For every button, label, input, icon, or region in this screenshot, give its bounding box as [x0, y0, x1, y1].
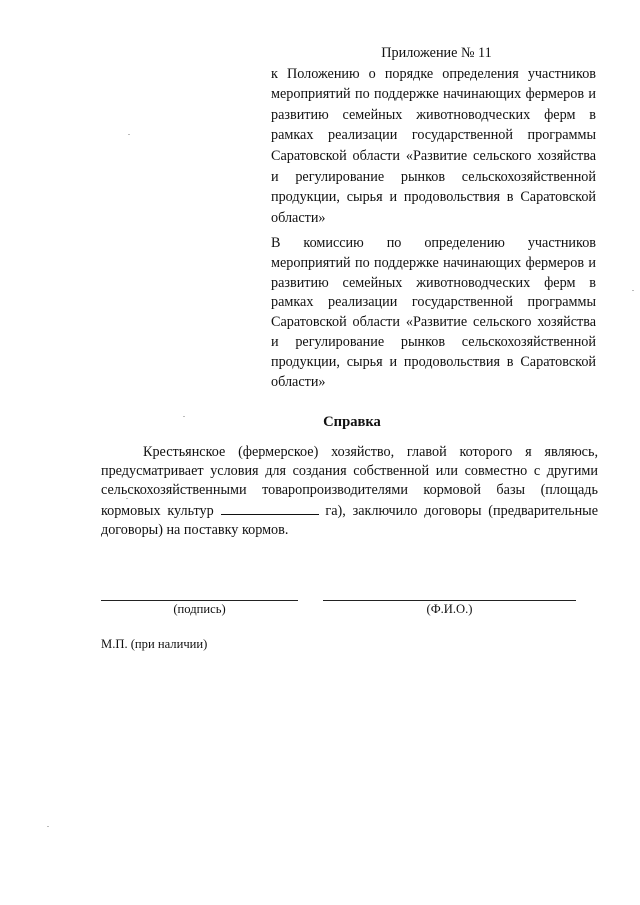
scan-speck: [632, 290, 634, 291]
full-name-caption: (Ф.И.О.): [426, 602, 473, 616]
appendix-title: Приложение № 11: [381, 45, 492, 61]
crop-area-blank-field[interactable]: [221, 501, 319, 515]
scan-speck: [126, 498, 128, 499]
appendix-reference-text: к Положению о порядке определения участников мероприятий по поддержке начинающих фермеров и развитию семейных животноводческих ферм в рамках реализации государственной программы Саратовской области «Развитие сельского хозяйства и регулирование рынков сельскохозяйственной продукции, сырья и продовольствия в Саратовской области»: [271, 65, 596, 226]
appendix-header: [271, 43, 596, 228]
document-body: [101, 443, 598, 540]
document-title: Справка: [323, 414, 381, 430]
body-text-start: Крестьянское (фермерское) хозяйство, главой которого я являюсь, предусматривает условия для создания собственной или совместно с другими сельскохозяйственными товаропроизводителями кормовой базы (площадь кормовых культур: [101, 444, 598, 519]
signature-caption: (подпись): [173, 602, 226, 616]
stamp-label: М.П. (при наличии): [101, 637, 208, 651]
body-text-end: га), заключило договоры (предварительные договоры) на поставку кормов.: [101, 502, 599, 538]
scan-speck: [47, 826, 49, 827]
addressee-block: В комиссию по определению участников мероприятий по поддержке начинающих фермеров и развитию семейных животноводческих ферм в рамках реализации государственной программы Саратовской области «Развитие сельского хозяйства и регулирование рынков сельскохозяйственной продукции, сырья и продовольствия в Саратовской области»: [271, 235, 596, 390]
scan-speck: [128, 134, 130, 135]
scan-speck: [183, 416, 185, 417]
